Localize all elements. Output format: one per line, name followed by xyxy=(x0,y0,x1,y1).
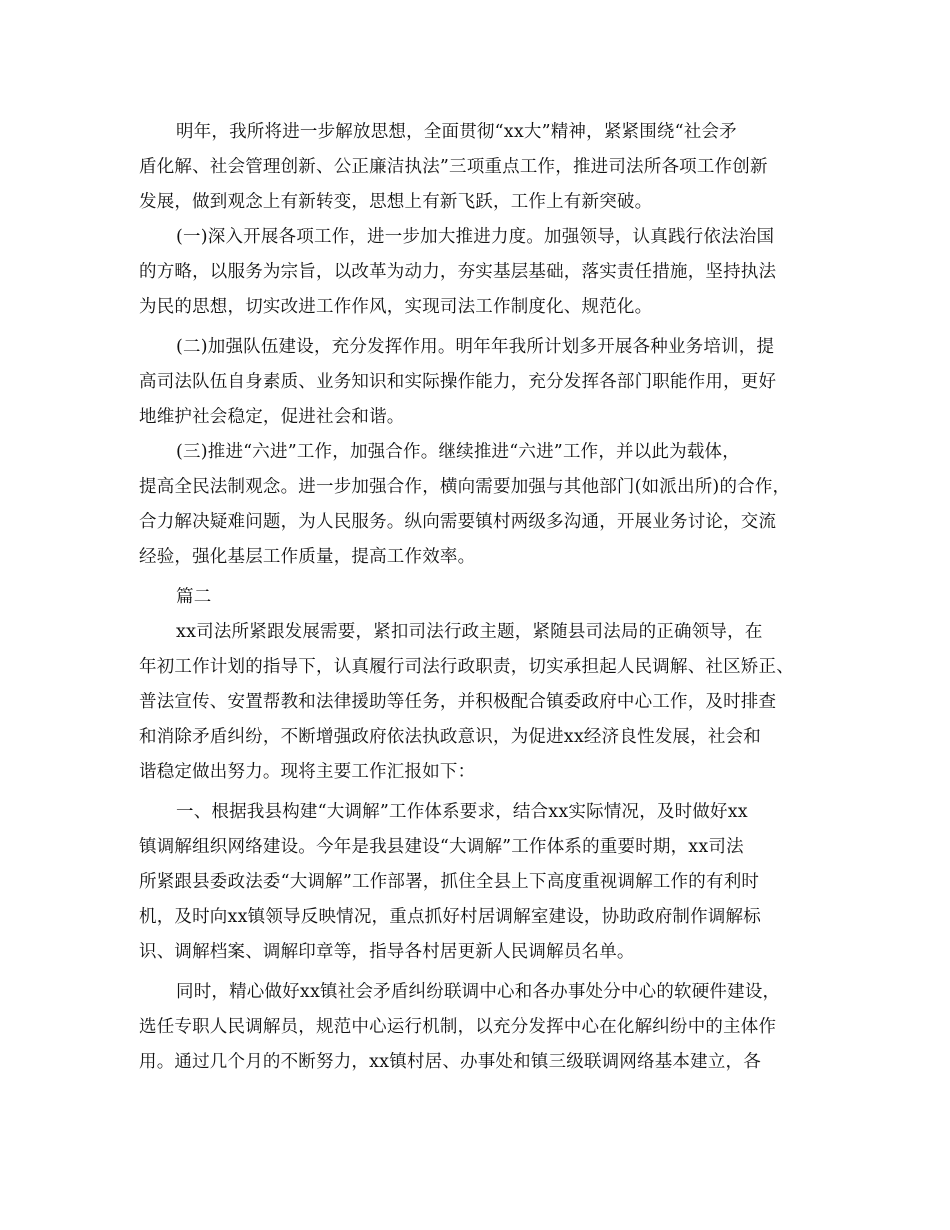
text-line-3: 发展，做到观念上有新转变，思想上有新飞跃，工作上有新突破。 xyxy=(139,192,653,212)
text-line-23: 机，及时向xx镇领导反映情况，重点抓好村居调解室建设，协助政府制作调解标 xyxy=(139,907,761,927)
text-line-12: 合力解决疑难问题，为人民服务。纵向需要镇村两级多沟通，开展业务讨论，交流 xyxy=(139,512,777,532)
text-line-26: 选任专职人民调解员，规范中心运行机制，以充分发挥中心在化解纠纷中的主体作 xyxy=(139,1017,777,1037)
text-line-22: 所紧跟县委政法委“大调解”工作部署，抓住全县上下高度重视调解工作的有利时 xyxy=(139,872,760,892)
text-line-24: 识、调解档案、调解印章等，指导各村居更新人民调解员名单。 xyxy=(139,942,635,962)
text-line-5: 的方略，以服务为宗旨，以改革为动力，夯实基层基础，落实责任措施，坚持执法 xyxy=(139,262,777,282)
text-line-8: 高司法队伍自身素质、业务知识和实际操作能力，充分发挥各部门职能作用，更好 xyxy=(139,372,777,392)
section-heading: 篇二 xyxy=(176,587,212,607)
text-line-7: (二)加强队伍建设，充分发挥作用。明年年我所计划多开展各种业务培训，提 xyxy=(176,337,775,357)
text-line-1: 明年，我所将进一步解放思想，全面贯彻“xx大”精神，紧紧围绕“社会矛 xyxy=(176,122,737,142)
text-line-18: 和消除矛盾纠纷，不断增强政府依法执政意识，为促进xx经济良性发展，社会和 xyxy=(139,727,761,747)
text-line-19: 谐稳定做出努力。现将主要工作汇报如下： xyxy=(139,762,476,782)
text-line-20: 一、根据我县构建“大调解”工作体系要求，结合xx实际情况，及时做好xx xyxy=(176,802,748,822)
text-line-4: (一)深入开展各项工作，进一步加大推进力度。加强领导，认真践行依法治国 xyxy=(176,227,775,247)
text-line-16: 年初工作计划的指导下，认真履行司法行政职责，切实承担起人民调解、社区矫正、 xyxy=(139,657,794,677)
text-line-21: 镇调解组织网络建设。今年是我县建设“大调解”工作体系的重要时期，xx司法 xyxy=(139,837,744,857)
text-line-11: 提高全民法制观念。进一步加强合作，横向需要加强与其他部门(如派出所)的合作， xyxy=(139,477,791,497)
text-line-9: 地维护社会稳定，促进社会和谐。 xyxy=(139,407,405,427)
text-line-27: 用。通过几个月的不断努力，xx镇村居、办事处和镇三级联调网络基本建立，各 xyxy=(139,1052,761,1072)
text-line-2: 盾化解、社会管理创新、公正廉洁执法”三项重点工作，推进司法所各项工作创新 xyxy=(139,157,768,177)
text-line-13: 经验，强化基层工作质量，提高工作效率。 xyxy=(139,547,476,567)
text-line-15: xx司法所紧跟发展需要，紧扣司法行政主题，紧随县司法局的正确领导，在 xyxy=(176,622,763,642)
text-line-25: 同时，精心做好xx镇社会矛盾纠纷联调中心和各办事处分中心的软硬件建设， xyxy=(176,982,781,1002)
text-line-17: 普法宣传、安置帮教和法律援助等任务，并积极配合镇委政府中心工作，及时排查 xyxy=(139,692,777,712)
text-line-6: 为民的思想，切实改进工作作风，实现司法工作制度化、规范化。 xyxy=(139,297,653,317)
text-line-10: (三)推进“六进”工作，加强合作。继续推进“六进”工作，并以此为载体， xyxy=(176,442,740,462)
